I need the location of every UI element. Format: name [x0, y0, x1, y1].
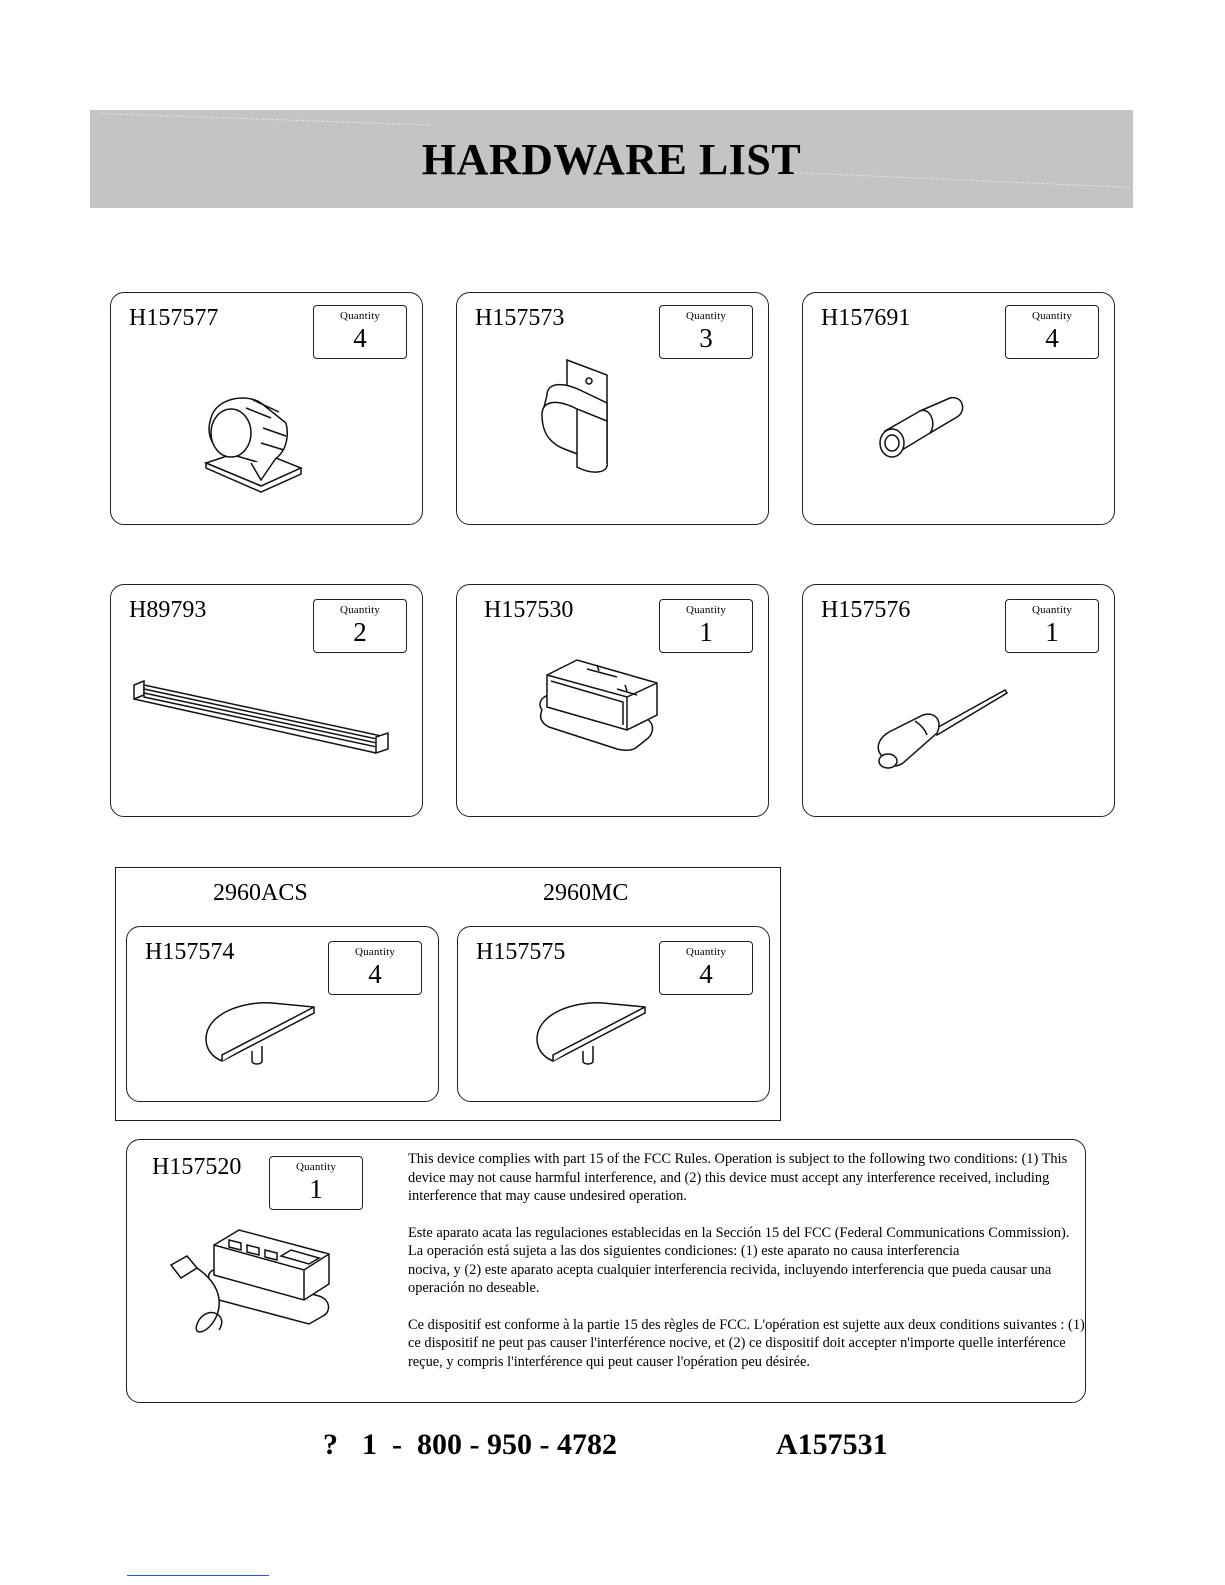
phone-number: 1 - 800 - 950 - 4782 — [362, 1428, 617, 1461]
quantity-label: Quantity — [295, 1161, 337, 1173]
quantity-box — [328, 941, 422, 995]
quantity-label: Quantity — [339, 310, 381, 322]
hardware-card-h157573 — [456, 292, 769, 525]
quantity-box — [659, 599, 753, 653]
hardware-card-h157574 — [126, 926, 439, 1102]
part-code: H89793 — [129, 597, 207, 623]
quantity-value: 4 — [699, 959, 713, 989]
part-code: H157530 — [484, 597, 574, 623]
part-code: H157577 — [129, 305, 219, 331]
quantity-value: 1 — [1045, 617, 1059, 647]
hardware-card-h157576 — [802, 584, 1115, 817]
half-round-cap-icon — [202, 999, 322, 1074]
quantity-value: 4 — [353, 323, 367, 353]
hardware-card-h157530 — [456, 584, 769, 817]
quantity-label: Quantity — [685, 310, 727, 322]
quantity-box — [269, 1156, 363, 1210]
quantity-box — [1005, 305, 1099, 359]
part-code: H157520 — [152, 1154, 242, 1180]
fcc-text-spanish-part2: nociva, y (2) este aparato acepta cualquier interferencia recivida, incluyendo interferencia que pueda causar una operación no deseable. — [408, 1261, 1052, 1296]
model-group — [115, 867, 781, 1121]
hardware-card-h157520 — [126, 1139, 1086, 1403]
quantity-label: Quantity — [354, 946, 396, 958]
page-title: HARDWARE LIST — [421, 135, 802, 184]
quantity-label: Quantity — [685, 946, 727, 958]
hardware-card-h157691 — [802, 292, 1115, 525]
half-round-cap-icon — [533, 999, 653, 1074]
part-code: H157691 — [821, 305, 911, 331]
model-label-2960mc: 2960MC — [543, 880, 629, 906]
fcc-text-spanish — [408, 1224, 1088, 1298]
phone-prefix: ? — [323, 1428, 338, 1461]
quantity-label: Quantity — [1031, 604, 1073, 616]
quantity-value: 4 — [368, 959, 382, 989]
shelf-pin-icon — [875, 393, 975, 463]
quantity-box — [313, 599, 407, 653]
cable-clip-icon — [191, 388, 311, 498]
part-code: H157574 — [145, 939, 235, 965]
quantity-label: Quantity — [685, 604, 727, 616]
quantity-box — [1005, 599, 1099, 653]
fcc-statement — [408, 1150, 1088, 1389]
fcc-text-spanish-part1: Este aparato acata las regulaciones establecidas en la Sección 15 del FCC (Federal Communications Commission). La operación está sujeta a las dos siguientes condiciones: (1) este aparato no causa interferencia — [408, 1224, 1070, 1259]
screwdriver-icon — [873, 685, 1013, 780]
usb-power-module-icon — [169, 1220, 339, 1350]
fcc-text-english: This device complies with part 15 of the FCC Rules. Operation is subject to the following two conditions: (1) This device may not cause harmful interference, and (2) this device must accept any interference received, including interference that may cause undesired operation. — [408, 1151, 1068, 1204]
quantity-box — [659, 941, 753, 995]
part-code: H157575 — [476, 939, 566, 965]
quantity-value: 4 — [1045, 323, 1059, 353]
hardware-card-h157575 — [457, 926, 770, 1102]
quantity-box — [313, 305, 407, 359]
grommet-icon — [537, 655, 667, 755]
hardware-card-h157577 — [110, 292, 423, 525]
quantity-value: 3 — [699, 323, 713, 353]
part-number: A157531 — [776, 1428, 888, 1461]
quantity-label: Quantity — [1031, 310, 1073, 322]
banner-streak — [100, 113, 430, 126]
model-label-2960acs: 2960ACS — [213, 880, 308, 906]
hardware-card-h89793 — [110, 584, 423, 817]
fcc-text-french: Ce dispositif est conforme à la partie 15 des règles de FCC. L'opération est sujette aux deux conditions suivantes : (1) ce dispositif ne peut pas causer l'interférence nocive, et (2) ce dispositif doit accepter n'importe quelle interférence reçue, y compris l'interférence qui peut causer l'opération peu désirée. — [408, 1316, 1085, 1370]
quantity-value: 2 — [353, 617, 367, 647]
rail-icon — [126, 675, 406, 765]
bracket-clip-icon — [537, 355, 627, 485]
title-banner — [90, 110, 1133, 208]
part-code: H157573 — [475, 305, 565, 331]
underline-link — [127, 1575, 269, 1576]
quantity-box — [659, 305, 753, 359]
quantity-label: Quantity — [339, 604, 381, 616]
part-code: H157576 — [821, 597, 911, 623]
quantity-value: 1 — [699, 617, 713, 647]
quantity-value: 1 — [309, 1174, 323, 1204]
